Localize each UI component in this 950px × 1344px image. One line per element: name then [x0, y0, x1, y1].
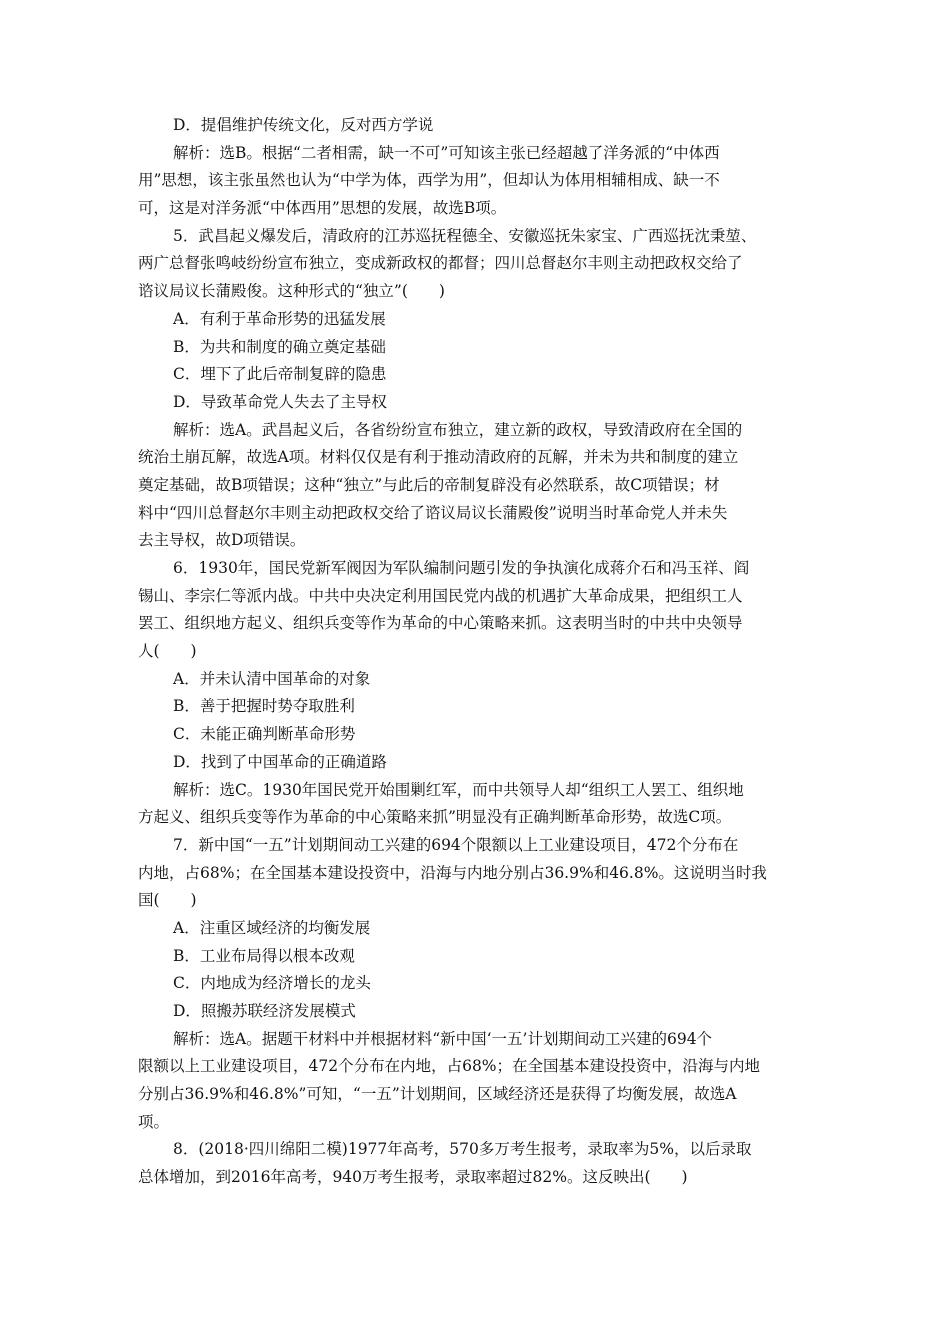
option-c: C．内地成为经济增长的龙头: [173, 974, 371, 993]
option-d: D．找到了中国革命的正确道路: [173, 752, 387, 771]
question-stem: 罢工、组织地方起义、组织兵变等作为革命的中心策略来抓。这表明当时的中共中央领导: [138, 614, 743, 633]
question-stem: 人( ): [138, 642, 197, 661]
analysis-line: 项。: [138, 1112, 170, 1131]
analysis-line: 统治土崩瓦解，故选A项。材料仅仅是有利于推动清政府的瓦解，并未为共和制度的建立: [138, 448, 739, 467]
question-stem: 谘议局议长蒲殿俊。这种形式的“独立”( ): [138, 282, 445, 301]
question-stem: 7．新中国“一五”计划期间动工兴建的694个限额以上工业建设项目，472个分布在: [173, 835, 739, 854]
analysis-line: 限额以上工业建设项目，472个分布在内地，占68%；在全国基本建设投资中，沿海与内地: [138, 1057, 761, 1076]
option-a: A．有利于革命形势的迅猛发展: [173, 309, 386, 328]
question-stem: 锡山、李宗仁等派内战。中共中央决定利用国民党内战的机遇扩大革命成果，把组织工人: [138, 586, 743, 605]
analysis-line: 解析：选A。武昌起义后，各省纷纷宣布独立，建立新的政权，导致清政府在全国的: [173, 420, 743, 439]
option-a: A．注重区域经济的均衡发展: [173, 918, 371, 937]
option-c: C．埋下了此后帝制复辟的隐患: [173, 365, 387, 384]
option-b: B．为共和制度的确立奠定基础: [173, 337, 386, 356]
option-d: D．导致革命党人失去了主导权: [173, 392, 387, 411]
analysis-line: 方起义、组织兵变等作为革命的中心策略来抓”明显没有正确判断革命形势，故选C项。: [138, 808, 732, 827]
question-6: [138, 555, 808, 832]
analysis-line: 解析：选A。据题干材料中并根据材料“新中国‘一五’计划期间动工兴建的694个: [173, 1029, 713, 1048]
option-b: B．工业布局得以根本改观: [173, 946, 355, 965]
analysis-line: 料中“四川总督赵尔丰则主动把政权交给了谘议局议长蒲殿俊”说明当时革命党人并未失: [138, 503, 728, 522]
analysis-line: 可，这是对洋务派“中体西用”思想的发展，故选B项。: [138, 199, 507, 218]
analysis-line: 分别占36.9%和46.8%”可知，“一五”计划期间，区域经济还是获得了均衡发展，故选A: [138, 1085, 737, 1104]
option-d: D．照搬苏联经济发展模式: [173, 1002, 356, 1020]
prev-question: [138, 112, 808, 223]
question-5: [138, 223, 808, 555]
option-a: A．并未认清中国革命的对象: [173, 669, 371, 688]
analysis-line: 解析：选C。1930年国民党开始围剿红军，而中共领导人却“组织工人罢工、组织地: [173, 780, 744, 799]
exam-page: [138, 112, 808, 1192]
question-stem: 8．(2018·四川绵阳二模)1977年高考，570多万考生报考，录取率为5%，以后录取: [173, 1140, 752, 1159]
question-8: [138, 1136, 808, 1191]
question-stem: 国( ): [138, 891, 197, 910]
analysis-line: 奠定基础，故B项错误；这种“独立”与此后的帝制复辟没有必然联系，故C项错误；材: [138, 475, 720, 494]
option-b: B．善于把握时势夺取胜利: [173, 697, 355, 716]
question-stem: 5．武昌起义爆发后，清政府的江苏巡抚程德全、安徽巡抚朱家宝、广西巡抚沈秉堃、: [173, 226, 757, 245]
question-stem: 6．1930年，国民党新军阀因为军队编制问题引发的争执演化成蒋介石和冯玉祥、阎: [173, 559, 750, 577]
analysis-line: 解析：选B。根据“二者相需，缺一不可”可知该主张已经超越了洋务派的“中体西: [173, 143, 720, 162]
option-d: D．提倡维护传统文化，反对西方学说: [173, 116, 434, 134]
question-7: [138, 832, 808, 1137]
analysis-line: 用”思想，该主张虽然也认为“中学为体，西学为用”，但却认为体用相辅相成、缺一不: [138, 171, 720, 190]
analysis-line: 去主导权，故D项错误。: [138, 531, 306, 550]
question-stem: 总体增加，到2016年高考，940万考生报考，录取率超过82%。这反映出( ): [138, 1168, 688, 1187]
question-stem: 两广总督张鸣岐纷纷宣布独立，变成新政权的都督；四川总督赵尔丰则主动把政权交给了: [138, 254, 743, 273]
question-stem: 内地，占68%；在全国基本建设投资中，沿海与内地分别占36.9%和46.8%。这说明当时我: [138, 863, 767, 882]
option-c: C．未能正确判断革命形势: [173, 725, 356, 744]
